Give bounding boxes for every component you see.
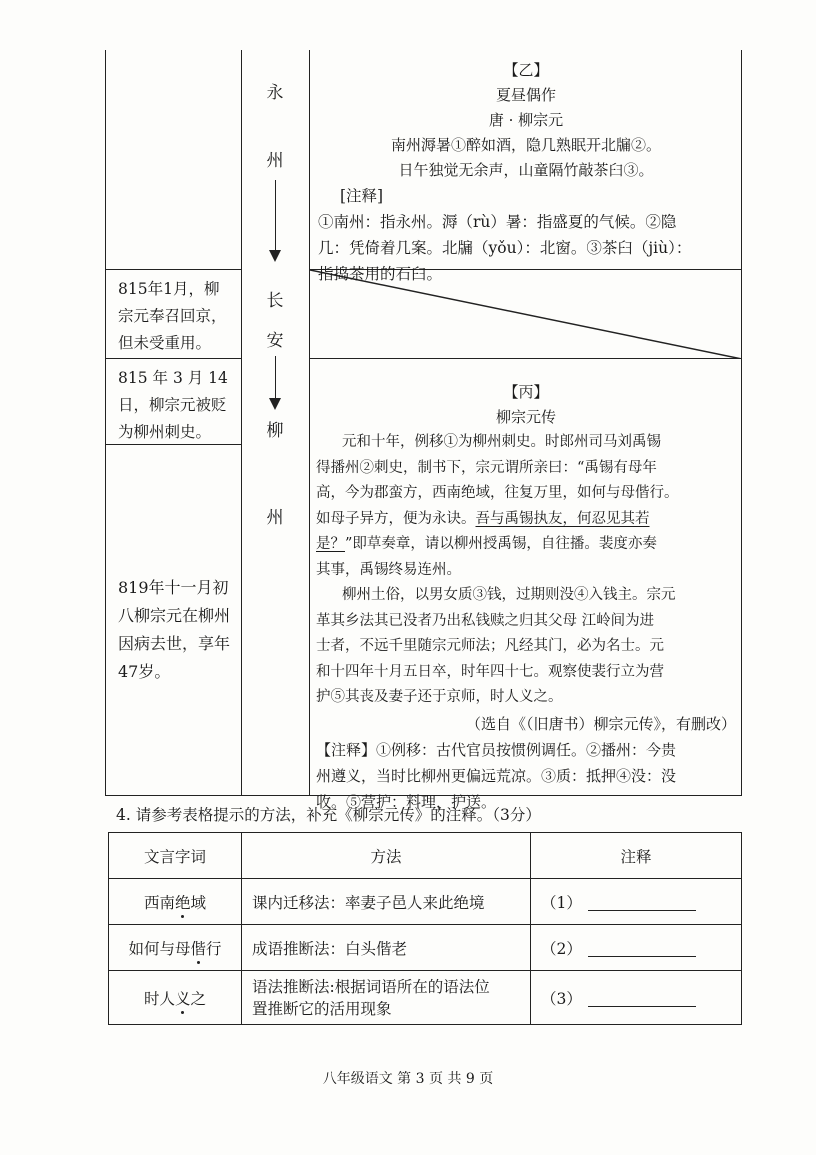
answer-blank-3[interactable]	[588, 992, 696, 1007]
timeline-cell-2	[106, 361, 241, 446]
table-header-method: 方法	[242, 833, 531, 879]
bing-note-3: 收。⑤营护：料理，护送。	[316, 792, 497, 811]
route-char-zhou1: 州	[266, 151, 284, 171]
row-line-2	[105, 358, 242, 359]
frame-col1	[241, 50, 242, 795]
timeline-cell-3	[106, 570, 241, 686]
row-3-method: 语法推断法:根据词语所在的语法位 置推断它的活用现象	[242, 971, 531, 1025]
bing-para-3: 高，今为郡蛮方，西南绝域，往复万里，如何与母偕行。	[316, 485, 679, 501]
answer-blank-2[interactable]	[588, 942, 696, 957]
row-2-method: 成语推断法：白头偕老	[242, 925, 531, 971]
table-row	[109, 879, 742, 925]
yi-section	[312, 58, 740, 287]
route-char-liu: 柳	[266, 421, 284, 441]
bing-para-9: 士者，不远千里随宗元师法；凡经其门，必为名士。元	[316, 638, 664, 654]
timeline-text-2: 815 年 3 月 14 日，柳宗元被贬为柳州刺史。	[118, 369, 228, 441]
yi-notes-label: [注释]	[340, 187, 384, 205]
bing-para-2: 得播州②刺史，制书下，宗元谓所亲曰：“禹锡有母年	[316, 459, 657, 476]
table-header-row	[109, 833, 742, 879]
question-4-text: 4. 请参考表格提示的方法，补充《柳宗元传》的注释。（3分）	[116, 806, 541, 824]
bing-para-4-underlined: 吾与禹锡执友，何忍见其若	[475, 510, 650, 527]
row-1-word: 西南绝域	[109, 879, 242, 925]
row-3-word: 时人义之	[109, 971, 242, 1025]
route-arrowhead-2	[269, 398, 281, 410]
route-char-chang: 长	[266, 291, 284, 311]
bing-title: 柳宗元传	[495, 408, 556, 426]
answer-blank-1[interactable]	[588, 896, 696, 911]
bing-para-8: 革其乡法其已没者乃出私钱赎之归其父母 江岭间为进	[316, 612, 655, 629]
table-row	[109, 971, 742, 1025]
route-arrow-2	[275, 356, 276, 400]
bing-para-1: 元和十年，例移①为柳州刺史。时郎州司马刘禹锡	[342, 434, 661, 450]
question-4-table	[108, 832, 742, 1025]
bing-para-7: 柳州土俗，以男女质③钱，过期则没④入钱主。宗元	[342, 587, 676, 603]
timeline-cell-1	[106, 272, 241, 357]
yi-line-2: 日午独觉无余声，山童隔竹敲茶臼③。	[398, 161, 654, 179]
row-1-method: 课内迁移法：率妻子邑人来此绝境	[242, 879, 531, 925]
frame-right	[741, 50, 742, 795]
row-3-answer[interactable]: （3）	[531, 971, 742, 1025]
route-char-zhou2: 州	[266, 508, 284, 528]
bing-para-4	[312, 507, 740, 533]
table-header-note: 注释	[531, 833, 742, 879]
yi-note-1: ①南州：指永州。溽（rù）暑：指盛夏的气候。②隐	[318, 213, 677, 231]
yi-title: 夏昼偶作	[495, 86, 556, 104]
bing-para-10: 和十四年十月五日卒，时年四十七。观察使裴行立为营	[316, 663, 664, 680]
yi-note-2: 几：凭倚着几案。北牖（yǒu）：北窗。③茶臼（jiù）：	[318, 239, 692, 257]
route-char-an: 安	[266, 331, 284, 351]
table-header-word: 文言字词	[109, 833, 242, 879]
bing-section	[312, 380, 740, 815]
row-2-answer[interactable]: （2）	[531, 925, 742, 971]
bing-para-5	[312, 532, 740, 558]
bing-para-11: 护⑤其丧及妻子还于京师，时人义之。	[316, 689, 563, 705]
bing-source: （选自《（旧唐书）柳宗元传》，有删改）	[465, 714, 736, 733]
bing-para-5-underlined: 是？	[316, 536, 345, 552]
timeline-text-1: 815年1月，柳宗元奉召回京，但未受重用。	[118, 280, 227, 352]
route-char-yong: 永	[266, 83, 284, 103]
row-line-1	[105, 269, 242, 270]
bing-label: 【丙】	[503, 383, 549, 401]
yi-author: 唐 · 柳宗元	[488, 111, 564, 129]
timeline-text-3: 819年十一月初八柳宗元在柳州因病去世，享年47岁。	[118, 578, 231, 681]
route-arrow-1	[275, 180, 276, 252]
bing-para-6: 其事，禹锡终易连州。	[316, 561, 461, 578]
bing-note-1: 【注释】①例移：古代官员按惯例调任。②播州：今贵	[316, 740, 677, 759]
bing-note-2: 州遵义，当时比柳州更偏远荒凉。③质：抵押④没：没	[316, 766, 677, 785]
frame-col2	[309, 50, 310, 795]
route-arrowhead-1	[269, 250, 281, 262]
page-footer: 八年级语文 第 3 页 共 9 页	[322, 1071, 494, 1087]
row-2-word: 如何与母偕行	[109, 925, 242, 971]
bing-para-4a: 如母子异方，便为永诀。	[316, 510, 476, 527]
yi-line-1: 南州溽暑①醉如酒，隐几熟眠开北牖②。	[390, 136, 661, 154]
yi-note-3: 指捣茶用的石臼。	[318, 265, 443, 283]
bing-para-5b: ”即草奏章，请以柳州授禹锡，自往播。裴度亦奏	[345, 536, 657, 552]
row-1-answer[interactable]: （1）	[531, 879, 742, 925]
table-row	[109, 925, 742, 971]
yi-label: 【乙】	[503, 61, 549, 79]
